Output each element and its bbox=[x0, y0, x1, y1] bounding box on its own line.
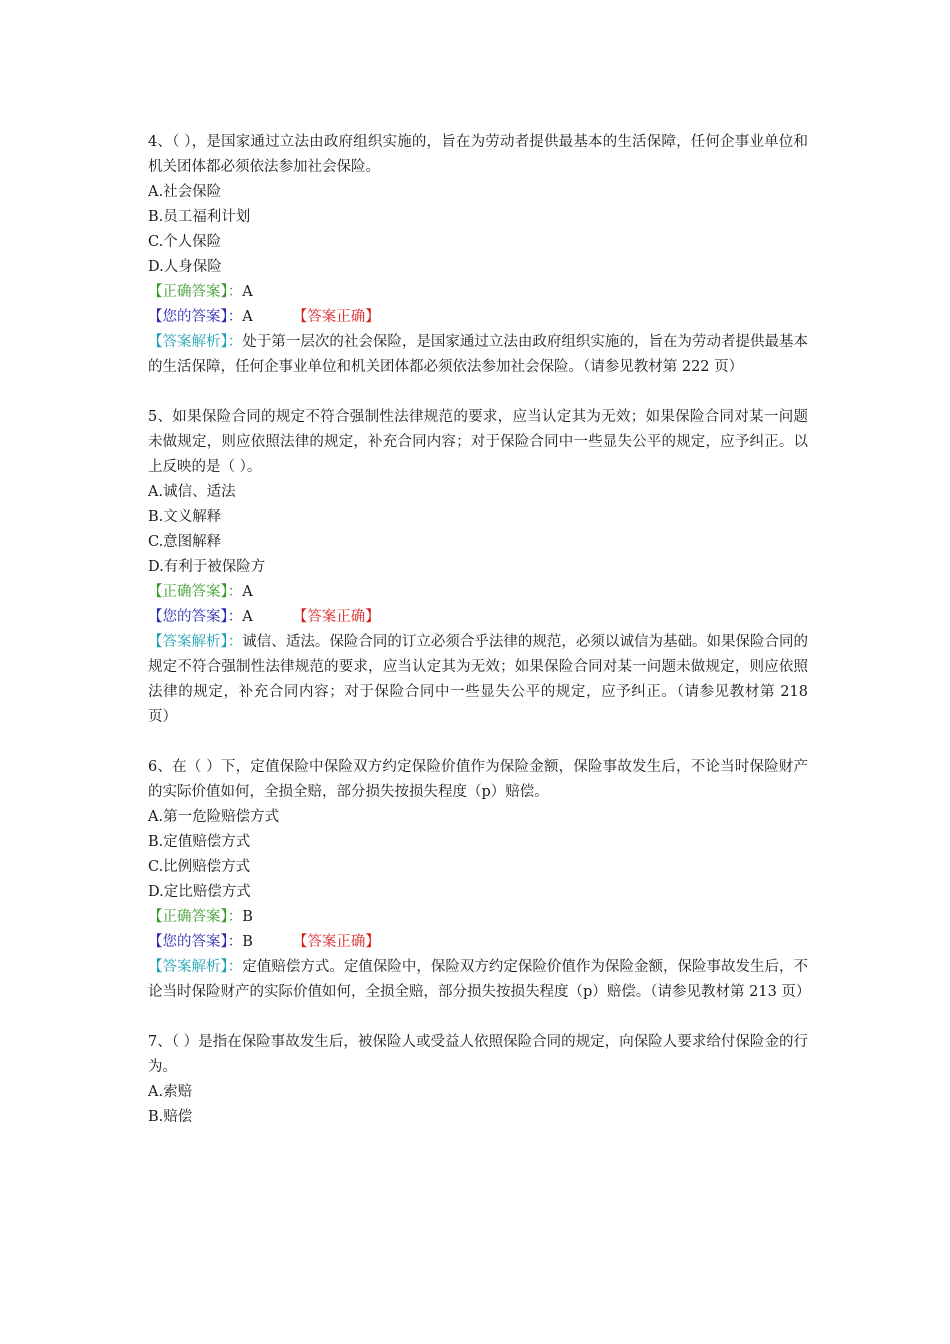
correct-answer-label: 【正确答案】： bbox=[148, 909, 243, 925]
analysis-label: 【答案解析】： bbox=[148, 334, 243, 350]
your-answer-label: 【您的答案】： bbox=[148, 609, 243, 625]
correct-answer-value: A bbox=[242, 584, 253, 600]
your-answer-value: A bbox=[242, 609, 253, 625]
your-answer-label: 【您的答案】： bbox=[148, 934, 243, 950]
option-b: B.文义解释 bbox=[148, 509, 222, 525]
option-d: D.有利于被保险方 bbox=[148, 559, 266, 575]
analysis-text: 定值赔偿方式。定值保险中，保险双方约定保险价值作为保险金额，保险事故发生后，不论当时保险财产的实际价值如何，全损全赔，部分损失按损失程度（p）赔偿。（请参见教材第 213 页） bbox=[148, 959, 811, 1000]
analysis-row bbox=[148, 630, 808, 730]
correct-answer-label: 【正确答案】： bbox=[148, 284, 243, 300]
correct-answer-label: 【正确答案】： bbox=[148, 584, 243, 600]
analysis-label: 【答案解析】： bbox=[148, 634, 243, 650]
question-7 bbox=[148, 1030, 808, 1130]
analysis-label: 【答案解析】： bbox=[148, 959, 243, 975]
question-5 bbox=[148, 405, 808, 730]
your-answer-row bbox=[148, 305, 808, 330]
answer-result-badge: 【答案正确】 bbox=[292, 934, 380, 950]
option-b: B.赔偿 bbox=[148, 1109, 193, 1125]
option-c: C.意图解释 bbox=[148, 534, 222, 550]
answer-result-badge: 【答案正确】 bbox=[292, 309, 380, 325]
correct-answer-row bbox=[148, 905, 808, 930]
question-stem: 6、在（ ）下，定值保险中保险双方约定保险价值作为保险金额，保险事故发生后，不论当时保险财产的实际价值如何，全损全赔，部分损失按损失程度（p）赔偿。 bbox=[148, 759, 808, 800]
option-a: A.社会保险 bbox=[148, 184, 222, 200]
your-answer-value: A bbox=[242, 309, 253, 325]
question-list bbox=[148, 130, 811, 1155]
question-stem: 4、（ ），是国家通过立法由政府组织实施的，旨在为劳动者提供最基本的生活保障，任何企事业单位和机关团体都必须依法参加社会保险。 bbox=[148, 134, 808, 175]
your-answer-row bbox=[148, 930, 808, 955]
option-d: D.人身保险 bbox=[148, 259, 222, 275]
analysis-text: 处于第一层次的社会保险，是国家通过立法由政府组织实施的，旨在为劳动者提供最基本的生活保障，任何企事业单位和机关团体都必须依法参加社会保险。（请参见教材第 222 页） bbox=[148, 334, 809, 375]
option-a: A.诚信、适法 bbox=[148, 484, 236, 500]
answer-result-badge: 【答案正确】 bbox=[292, 609, 380, 625]
option-b: B.员工福利计划 bbox=[148, 209, 251, 225]
analysis-row bbox=[148, 330, 808, 380]
correct-answer-value: B bbox=[242, 909, 253, 925]
question-4 bbox=[148, 130, 808, 380]
your-answer-label: 【您的答案】： bbox=[148, 309, 243, 325]
option-a: A.索赔 bbox=[148, 1084, 193, 1100]
correct-answer-value: A bbox=[242, 284, 253, 300]
option-c: C.比例赔偿方式 bbox=[148, 859, 251, 875]
correct-answer-row bbox=[148, 280, 808, 305]
analysis-text: 诚信、适法。保险合同的订立必须合乎法律的规范，必须以诚信为基础。如果保险合同的规定不符合强制性法律规范的要求，应当认定其为无效；如果保险合同对某一问题未做规定，则应依照法律的规定，补充合同内容；对于保险合同中一些显失公平的规定，应予纠正。（请参见教材第 218 页） bbox=[148, 634, 809, 725]
question-6 bbox=[148, 755, 811, 1005]
analysis-row bbox=[148, 955, 811, 1005]
your-answer-row bbox=[148, 605, 808, 630]
option-d: D.定比赔偿方式 bbox=[148, 884, 251, 900]
your-answer-value: B bbox=[242, 934, 253, 950]
correct-answer-row bbox=[148, 580, 808, 605]
option-c: C.个人保险 bbox=[148, 234, 222, 250]
option-a: A.第一危险赔偿方式 bbox=[148, 809, 280, 825]
question-stem: 5、如果保险合同的规定不符合强制性法律规范的要求，应当认定其为无效；如果保险合同对某一问题未做规定，则应依照法律的规定，补充合同内容；对于保险合同中一些显失公平的规定，应予纠正。以上反映的是（ ）。 bbox=[148, 409, 808, 475]
question-stem: 7、（ ）是指在保险事故发生后，被保险人或受益人依照保险合同的规定，向保险人要求给付保险金的行为。 bbox=[148, 1034, 808, 1075]
option-b: B.定值赔偿方式 bbox=[148, 834, 251, 850]
